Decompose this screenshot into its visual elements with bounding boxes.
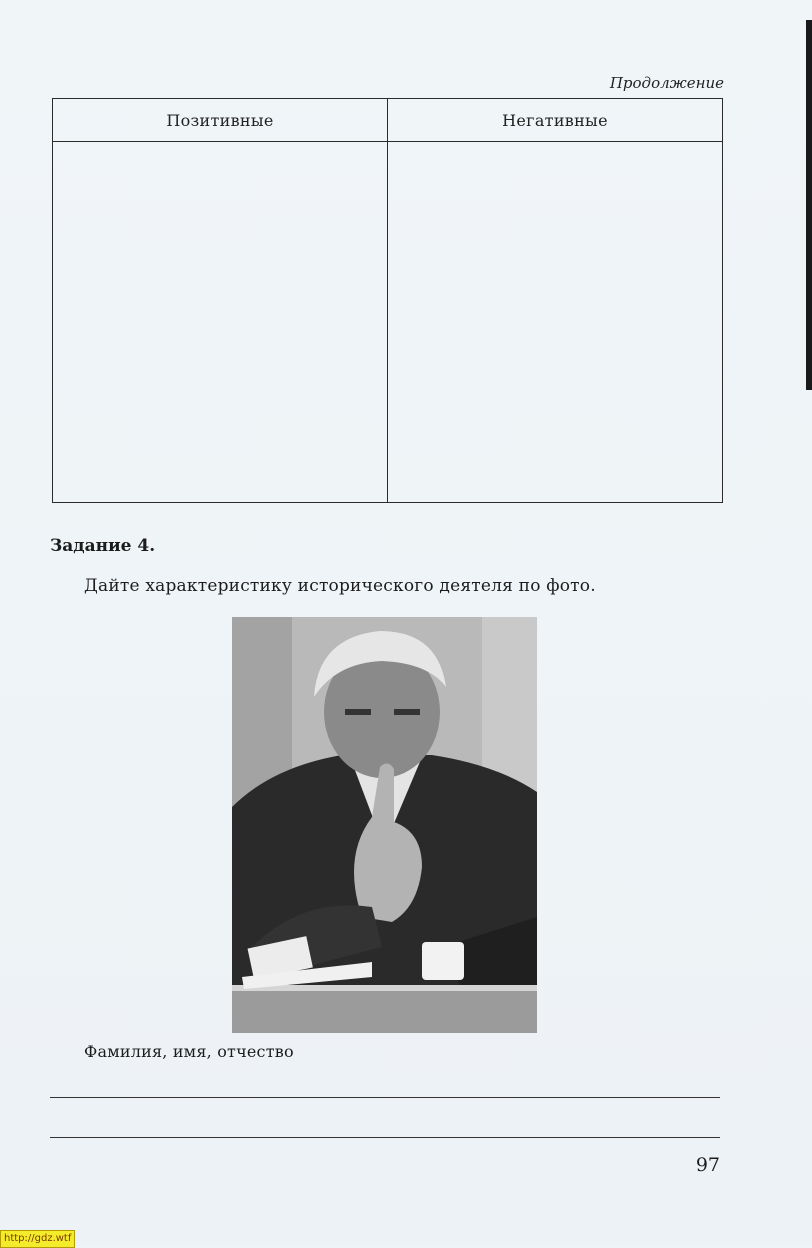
table-answer-row (53, 142, 723, 503)
page-number: 97 (695, 1154, 720, 1176)
positive-answer-cell[interactable] (53, 142, 388, 503)
name-field-label: Фамилия, имя, отчество (84, 1042, 294, 1061)
answer-line[interactable] (50, 1137, 720, 1138)
negative-answer-cell[interactable] (388, 142, 723, 503)
table-header-row (53, 99, 723, 142)
task-title: Задание 4. (50, 536, 156, 556)
portrait-photo (232, 617, 537, 1033)
watermark-link[interactable]: http://gdz.wtf (0, 1230, 75, 1248)
answer-line[interactable] (50, 1097, 720, 1098)
table-header-negative: Негативные (388, 99, 723, 142)
table-header-positive: Позитивные (53, 99, 388, 142)
positive-negative-table (52, 98, 723, 503)
page-edge-shadow (806, 20, 812, 390)
portrait-photo-icon (232, 617, 537, 1033)
continuation-label: Продолжение (609, 74, 724, 92)
task-instruction: Дайте характеристику исторического деятеля по фото. (84, 576, 596, 596)
